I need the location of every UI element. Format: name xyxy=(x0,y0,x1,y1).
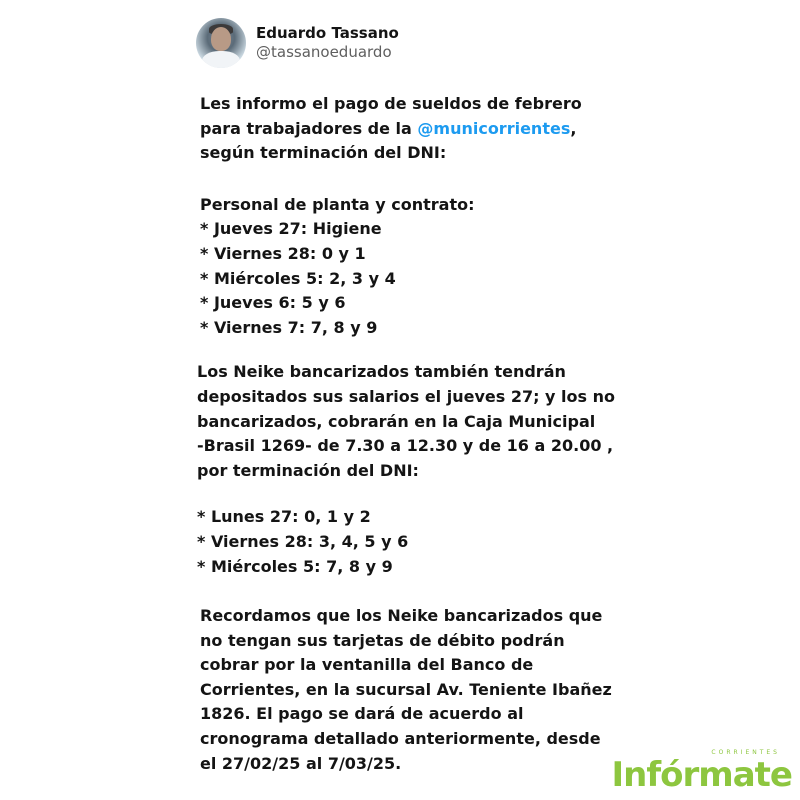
list-item: * Lunes 27: 0, 1 y 2 xyxy=(197,507,371,527)
list-item: * Jueves 27: Higiene xyxy=(200,219,382,239)
section2-line: por terminación del DNI: xyxy=(197,460,419,480)
avatar-shirt xyxy=(202,51,240,68)
mention-link[interactable]: @municorrientes xyxy=(417,118,571,138)
avatar-face xyxy=(211,27,231,51)
avatar[interactable] xyxy=(196,18,246,68)
list-item: * Miércoles 5: 7, 8 y 9 xyxy=(197,556,393,576)
list-item: * Viernes 28: 3, 4, 5 y 6 xyxy=(197,531,409,551)
section1-heading: Personal de planta y contrato: xyxy=(200,194,475,214)
list-item: * Miércoles 5: 2, 3 y 4 xyxy=(200,268,396,288)
display-name[interactable]: Eduardo Tassano xyxy=(256,24,399,43)
section2-line: Los Neike bancarizados también tendrán xyxy=(197,362,566,382)
intro-line-2-post: , xyxy=(570,118,577,138)
section2-line: depositados sus salarios el jueves 27; y los no xyxy=(197,386,616,406)
watermark-logo: Infórmate xyxy=(611,755,792,795)
intro-line-1: Les informo el pago de sueldos de febrero xyxy=(200,94,582,113)
section3-line: cobrar por la ventanilla del Banco de xyxy=(200,655,534,675)
section3-line: Recordamos que los Neike bancarizados que xyxy=(200,606,603,626)
tweet-header xyxy=(196,18,399,68)
intro-line-3: según terminación del DNI: xyxy=(200,143,447,163)
section3-line: no tengan sus tarjetas de débito podrán xyxy=(200,630,565,650)
section2-line: -Brasil 1269- de 7.30 a 12.30 y de 16 a 20.00 , xyxy=(197,436,614,456)
section3-line: 1826. El pago se dará de acuerdo al xyxy=(200,704,524,724)
section2-line: bancarizados, cobrarán en la Caja Municipal xyxy=(197,411,596,431)
watermark-sub: CORRIENTES xyxy=(711,749,780,756)
handle[interactable]: @tassanoeduardo xyxy=(256,43,392,61)
section3-line: cronograma detallado anteriormente, desde xyxy=(200,729,601,749)
list-item: * Viernes 28: 0 y 1 xyxy=(200,243,366,263)
list-item: * Jueves 6: 5 y 6 xyxy=(200,293,346,313)
section3-line: Corrientes, en la sucursal Av. Teniente Ibañez xyxy=(200,679,612,699)
intro-line-2 xyxy=(200,117,620,142)
tweet-body xyxy=(197,92,620,776)
list-item: * Viernes 7: 7, 8 y 9 xyxy=(200,317,378,337)
intro-line-2-pre: para trabajadores de la xyxy=(200,118,418,138)
section3-line: el 27/02/25 al 7/03/25. xyxy=(200,753,402,773)
author-names xyxy=(256,24,399,62)
